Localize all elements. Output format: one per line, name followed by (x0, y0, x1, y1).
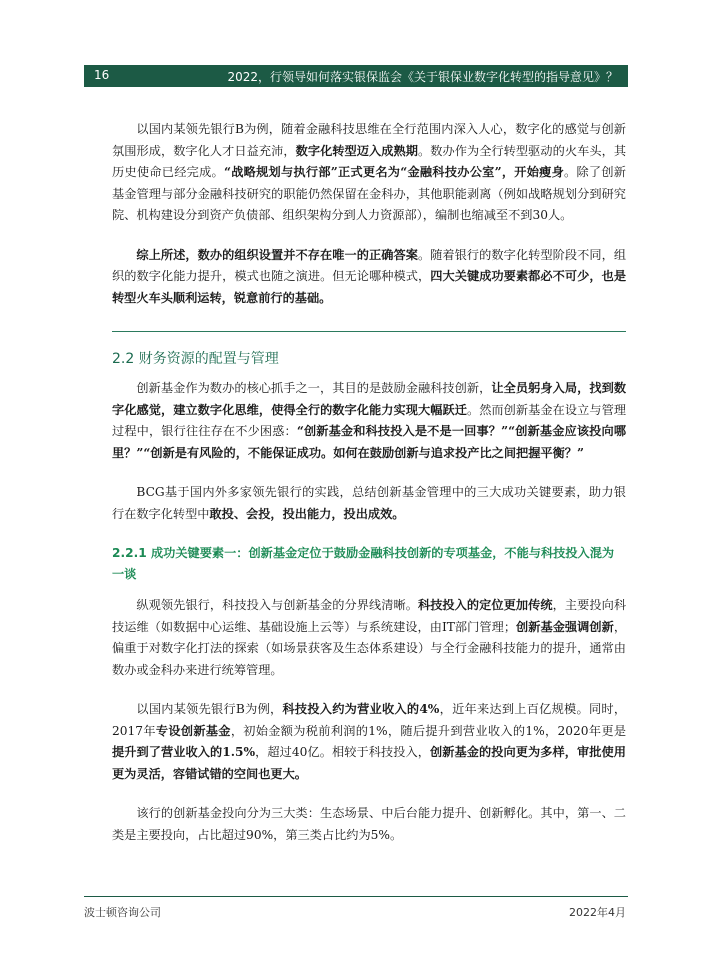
footer-date: 2022年4月 (569, 906, 626, 919)
text-run: 纵观领先银行，科技投入与创新基金的分界线清晰。 (136, 598, 418, 612)
bold-text-run: 科技投入的定位更加传统 (417, 598, 553, 612)
main-content (112, 115, 626, 864)
text-run: 。然而创新基金在设立与管理过程中，银行往往存在不少困惑： (112, 402, 627, 438)
subsection-heading: 2.2.1 成功关键要素一：创新基金定位于鼓励金融科技创新的专项基金，不能与科技投入混为一谈 (112, 546, 615, 581)
bold-text-run: “战略规划与执行部”正式更名为“金融科技办公室”，开始瘦身 (223, 165, 565, 179)
bold-text-run: 提升到了营业收入的1.5% (112, 745, 256, 759)
bold-text-run: 敢投、会投，投出能力，投出成效。 (209, 506, 405, 521)
text-run: ，主要投向科技运维（如数据中心运维、基础设施上云等）与系统建设，由IT部门管理； (112, 598, 627, 634)
bold-text-run: 创新基金强调创新 (516, 619, 614, 634)
text-run: 。除了创新基金管理与部分金融科技研究的职能仍然保留在金科办，其他职能剥离（例如战略规划分到研究院、机构建设分到资产负债部、组织架构分到人力资源部），编制也缩减至不到30人。 (112, 165, 626, 222)
bold-text-run: 科技投入约为营业收入的4% (282, 702, 440, 716)
paragraph (112, 119, 626, 227)
text-run: 。随着银行的数字化转型阶段不同，组织的数字化能力提升，模式也随之演进。但无论哪种模式， (112, 247, 627, 283)
bold-text-run: 专设创新基金 (155, 723, 231, 738)
bold-text-run: “创新基金和科技投入是不是一回事？”“创新基金应该投向哪里？”“创新是有风险的，不能保证成功。如何在鼓励创新与追求投产比之间把握平衡？” (112, 424, 627, 460)
footer-company: 波士顿咨询公司 (84, 906, 161, 919)
text-run: 以国内某领先银行B为例，随着金融科技思维在全行范围内深入人心，数字化的感觉与创新氛围形成，数字化人才日益充沛， (112, 122, 626, 158)
paragraph (112, 245, 626, 310)
paragraph (112, 699, 626, 785)
bold-text-run: 四大关键成功要素都必不可少，也是转型火车头顺利运转，锐意前行的基础。 (112, 269, 627, 305)
bold-text-run: 综上所述，数办的组织设置并不存在唯一的正确答案 (136, 247, 418, 262)
section-divider (112, 331, 626, 332)
bold-text-run: 数字化转型迈入成熟期 (295, 143, 418, 158)
paragraph (112, 378, 626, 464)
text-run: 创新基金作为数办的核心抓手之一，其目的是鼓励金融科技创新， (136, 381, 492, 395)
text-run: 以国内某领先银行B为例， (136, 702, 283, 716)
text-run: 。数办作为全行转型驱动的火车头，其历史使命已经完成。 (112, 143, 627, 179)
text-run: ，超过40亿。相较于科技投入， (255, 745, 430, 759)
text-run: ，偏重于对数字化打法的探索（如场景获客及生态体系建设）与全行金融科技能力的提升，通常由数办或金科办来进行统筹管理。 (112, 619, 627, 677)
paragraph (112, 595, 626, 681)
footer-divider (84, 896, 628, 897)
bold-text-run: 创新基金的投向更为多样，审批使用更为灵活，容错试错的空间也更大。 (112, 745, 626, 781)
running-title: 2022，行领导如何落实银保监会《关于银保业数字化转型的指导意见》？ (227, 70, 618, 84)
paragraph (112, 482, 626, 525)
text-run: ，初始金额为税前利润的1%，随后提升到营业收入的1%，2020年更是 (230, 723, 627, 738)
text-run: 该行的创新基金投向分为三大类：生态场景、中后台能力提升、创新孵化。其中，第一、二类是主要投向，占比超过90%，第三类占比约为5%。 (112, 806, 626, 842)
bold-text-run: 让全员躬身入局，找到数字化感觉，建立数字化思维，使得全行的数字化能力实现大幅跃迁 (112, 381, 627, 417)
page-number: 16 (94, 68, 110, 82)
text-run: BCG基于国内外多家领先银行的实践，总结创新基金管理中的三大成功关键要素，助力银行在数字化转型中 (112, 485, 626, 521)
section-heading: 2.2 财务资源的配置与管理 (112, 351, 279, 367)
page-header (84, 65, 628, 87)
paragraph (112, 803, 626, 846)
text-run: ，近年来达到上百亿规模。同时，2017年 (112, 702, 627, 738)
